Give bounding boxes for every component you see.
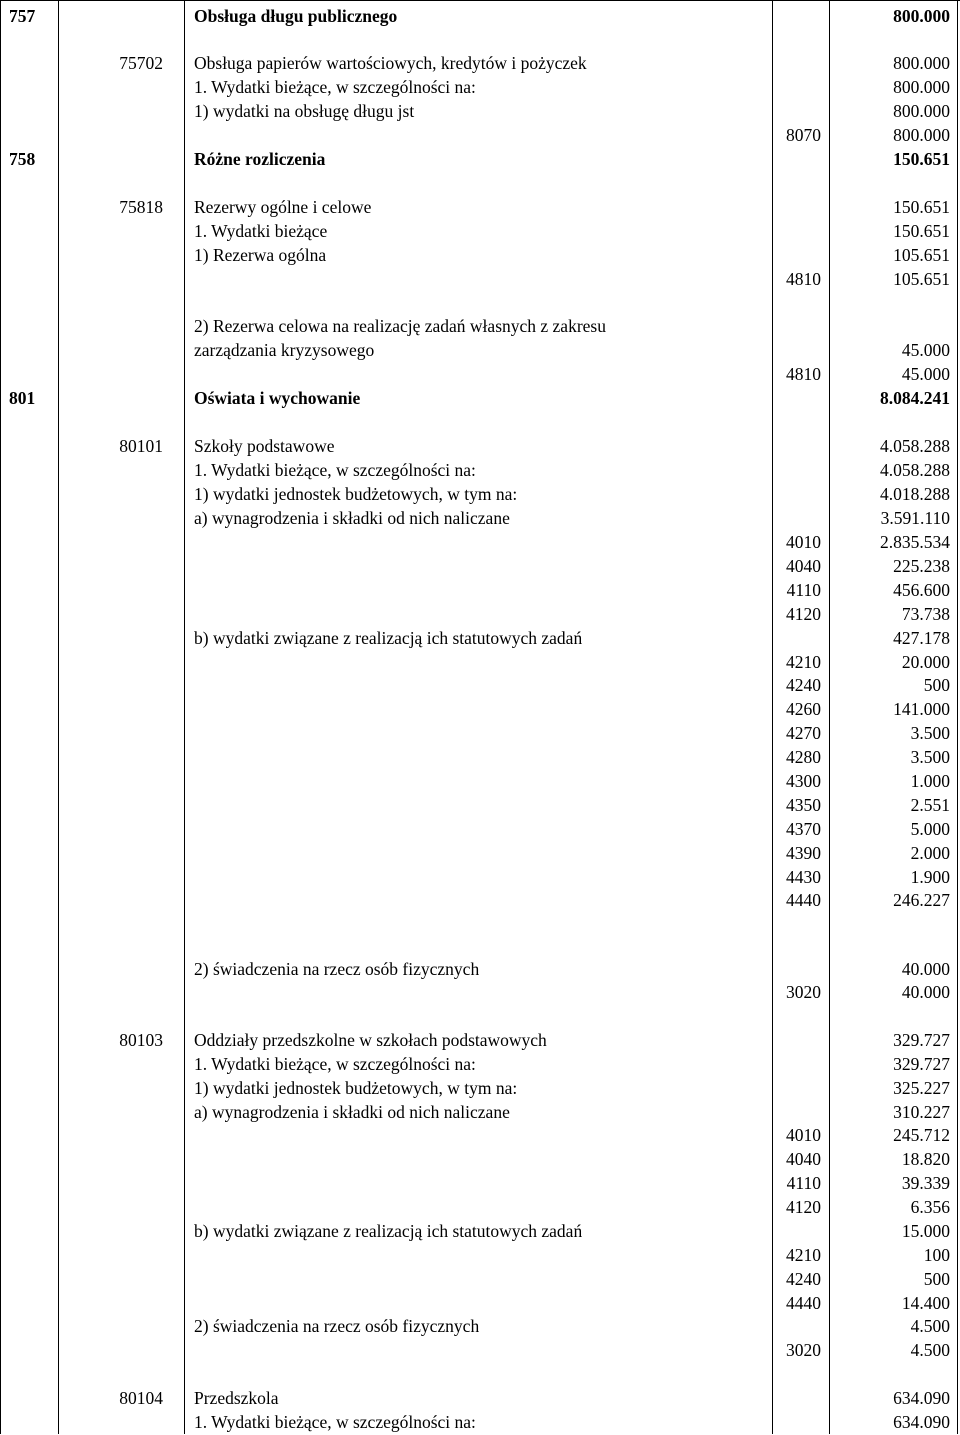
- amount-value: 245.712: [893, 1125, 950, 1145]
- chapter-code: 75818: [119, 197, 163, 217]
- amount-value: 45.000: [901, 340, 950, 360]
- amount-value: 1.900: [910, 867, 950, 887]
- amount-value: 800.000: [893, 77, 950, 97]
- table-row: [0, 746, 960, 770]
- amount-value: 15.000: [901, 1221, 950, 1241]
- item-description: a) wynagrodzenia i składki od nich naliczane: [194, 508, 510, 528]
- amount-value: 800.000: [893, 6, 950, 26]
- amount-value: 2.551: [910, 795, 950, 815]
- amount-value: 800.000: [893, 101, 950, 121]
- amount-value: 2.000: [910, 843, 950, 863]
- paragraph-code: 4110: [786, 1173, 821, 1193]
- amount-value: 3.500: [910, 723, 950, 743]
- table-row: [0, 1196, 960, 1220]
- paragraph-code: 4010: [786, 1125, 821, 1145]
- amount-value: 18.820: [901, 1149, 950, 1169]
- amount-value: 4.018.288: [880, 484, 950, 504]
- amount-value: 427.178: [893, 628, 950, 648]
- item-description: a) wynagrodzenia i składki od nich naliczane: [194, 1102, 510, 1122]
- table-row: [0, 220, 960, 244]
- paragraph-code: 4120: [786, 1197, 821, 1217]
- amount-value: 2.835.534: [880, 532, 950, 552]
- amount-value: 40.000: [901, 982, 950, 1002]
- item-description: Rezerwy ogólne i celowe: [194, 197, 372, 217]
- item-description: 1) Rezerwa ogólna: [194, 245, 327, 265]
- table-row: [0, 196, 960, 220]
- item-description: 1. Wydatki bieżące, w szczególności na:: [194, 1054, 476, 1074]
- amount-value: 6.356: [910, 1197, 950, 1217]
- item-description: 1. Wydatki bieżące: [194, 221, 328, 241]
- table-row: [0, 387, 960, 411]
- amount-value: 14.400: [901, 1293, 950, 1313]
- table-row: [0, 1148, 960, 1172]
- item-description: Różne rozliczenia: [194, 149, 326, 169]
- amount-value: 246.227: [893, 890, 950, 910]
- table-row: [0, 1029, 960, 1053]
- table-row: [0, 579, 960, 603]
- paragraph-code: 8070: [786, 125, 821, 145]
- paragraph-code: 4270: [786, 723, 821, 743]
- amount-value: 634.090: [893, 1412, 950, 1432]
- table-row: [0, 339, 960, 363]
- amount-value: 225.238: [893, 556, 950, 576]
- table-row: [0, 531, 960, 555]
- item-description: 1. Wydatki bieżące, w szczególności na:: [194, 1412, 476, 1432]
- table-row: [0, 5, 960, 29]
- amount-value: 73.738: [901, 604, 950, 624]
- amount-value: 800.000: [893, 53, 950, 73]
- table-row: [0, 722, 960, 746]
- item-description: 1) wydatki na obsługę długu jst: [194, 101, 415, 121]
- amount-value: 40.000: [901, 959, 950, 979]
- table-row: [0, 483, 960, 507]
- paragraph-code: 4280: [786, 747, 821, 767]
- item-description: zarządzania kryzysowego: [194, 340, 375, 360]
- paragraph-code: 4040: [786, 1149, 821, 1169]
- table-row: [0, 1387, 960, 1411]
- chapter-code: 80104: [119, 1388, 163, 1408]
- amount-value: 4.058.288: [880, 436, 950, 456]
- amount-value: 634.090: [893, 1388, 950, 1408]
- paragraph-code: 4120: [786, 604, 821, 624]
- paragraph-code: 4810: [786, 364, 821, 384]
- paragraph-code: 4300: [786, 771, 821, 791]
- table-row: [0, 1077, 960, 1101]
- amount-value: 800.000: [893, 125, 950, 145]
- amount-value: 3.500: [910, 747, 950, 767]
- paragraph-code: 3020: [786, 982, 821, 1002]
- amount-value: 4.500: [910, 1340, 950, 1360]
- amount-value: 310.227: [893, 1102, 950, 1122]
- paragraph-code: 4370: [786, 819, 821, 839]
- table-row: [0, 842, 960, 866]
- table-row: [0, 770, 960, 794]
- item-description: b) wydatki związane z realizacją ich statutowych zadań: [194, 1221, 583, 1241]
- paragraph-code: 4440: [786, 1293, 821, 1313]
- table-row: [0, 866, 960, 890]
- item-description: 1) wydatki jednostek budżetowych, w tym na:: [194, 484, 518, 504]
- item-description: 1) wydatki jednostek budżetowych, w tym na:: [194, 1078, 518, 1098]
- item-description: 1. Wydatki bieżące, w szczególności na:: [194, 77, 476, 97]
- table-row: [0, 627, 960, 651]
- table-row: [0, 651, 960, 675]
- chapter-code: 80101: [119, 436, 163, 456]
- table-row: [0, 435, 960, 459]
- amount-value: 105.651: [893, 245, 950, 265]
- paragraph-code: 4210: [786, 1245, 821, 1265]
- paragraph-code: 4240: [786, 1269, 821, 1289]
- table-row: [0, 148, 960, 172]
- amount-value: 150.651: [893, 197, 950, 217]
- table-row: [0, 1339, 960, 1363]
- amount-value: 3.591.110: [880, 508, 950, 528]
- table-row: [0, 1172, 960, 1196]
- table-row: [0, 459, 960, 483]
- paragraph-code: 4040: [786, 556, 821, 576]
- amount-value: 1.000: [910, 771, 950, 791]
- paragraph-code: 4240: [786, 675, 821, 695]
- amount-value: 150.651: [893, 149, 950, 169]
- table-row: [0, 794, 960, 818]
- table-row: [0, 1101, 960, 1125]
- table-row: [0, 1220, 960, 1244]
- table-row: [0, 1268, 960, 1292]
- paragraph-code: 4010: [786, 532, 821, 552]
- table-row: [0, 315, 960, 339]
- amount-value: 325.227: [893, 1078, 950, 1098]
- table-row: [0, 1244, 960, 1268]
- table-row: [0, 507, 960, 531]
- paragraph-code: 4110: [786, 580, 821, 600]
- item-description: Szkoły podstawowe: [194, 436, 335, 456]
- paragraph-code: 4810: [786, 269, 821, 289]
- table-row: [0, 818, 960, 842]
- table-row: [0, 244, 960, 268]
- item-description: Obsługa długu publicznego: [194, 6, 398, 26]
- table-row: [0, 1315, 960, 1339]
- paragraph-code: 4390: [786, 843, 821, 863]
- paragraph-code: 4440: [786, 890, 821, 910]
- table-row: [0, 1124, 960, 1148]
- amount-value: 100: [923, 1245, 950, 1265]
- item-description: b) wydatki związane z realizacją ich statutowych zadań: [194, 628, 583, 648]
- item-description: 1. Wydatki bieżące, w szczególności na:: [194, 460, 476, 480]
- item-description: 2) świadczenia na rzecz osób fizycznych: [194, 959, 480, 979]
- table-row: [0, 100, 960, 124]
- amount-value: 45.000: [901, 364, 950, 384]
- amount-value: 8.084.241: [880, 388, 950, 408]
- table-row: [0, 603, 960, 627]
- table-row: [0, 124, 960, 148]
- table-row: [0, 981, 960, 1005]
- item-description: 2) świadczenia na rzecz osób fizycznych: [194, 1316, 480, 1336]
- amount-value: 329.727: [893, 1054, 950, 1074]
- amount-value: 5.000: [910, 819, 950, 839]
- table-top-border: [0, 0, 960, 1]
- table-row: [0, 674, 960, 698]
- paragraph-code: 3020: [786, 1340, 821, 1360]
- table-row: [0, 555, 960, 579]
- table-row: [0, 1053, 960, 1077]
- amount-value: 105.651: [893, 269, 950, 289]
- amount-value: 150.651: [893, 221, 950, 241]
- paragraph-code: 4350: [786, 795, 821, 815]
- item-description: Przedszkola: [194, 1388, 279, 1408]
- table-row: [0, 363, 960, 387]
- amount-value: 500: [923, 1269, 950, 1289]
- amount-value: 4.500: [910, 1316, 950, 1336]
- amount-value: 141.000: [893, 699, 950, 719]
- table-row: [0, 1411, 960, 1435]
- amount-value: 329.727: [893, 1030, 950, 1050]
- item-description: Oddziały przedszkolne w szkołach podstawowych: [194, 1030, 547, 1050]
- division-code: 757: [9, 6, 36, 26]
- table-row: [0, 76, 960, 100]
- table-row: [0, 698, 960, 722]
- chapter-code: 75702: [119, 53, 163, 73]
- table-row: [0, 1292, 960, 1316]
- amount-value: 20.000: [901, 652, 950, 672]
- table-row: [0, 958, 960, 982]
- paragraph-code: 4260: [786, 699, 821, 719]
- table-row: [0, 268, 960, 292]
- table-row: [0, 889, 960, 913]
- division-code: 801: [9, 388, 36, 408]
- item-description: Obsługa papierów wartościowych, kredytów i pożyczek: [194, 53, 587, 73]
- item-description: Oświata i wychowanie: [194, 388, 361, 408]
- item-description: 2) Rezerwa celowa na realizację zadań własnych z zakresu: [194, 316, 606, 336]
- amount-value: 456.600: [893, 580, 950, 600]
- amount-value: 500: [923, 675, 950, 695]
- chapter-code: 80103: [119, 1030, 163, 1050]
- amount-value: 4.058.288: [880, 460, 950, 480]
- amount-value: 39.339: [901, 1173, 950, 1193]
- paragraph-code: 4210: [786, 652, 821, 672]
- paragraph-code: 4430: [786, 867, 821, 887]
- division-code: 758: [9, 149, 36, 169]
- table-row: [0, 52, 960, 76]
